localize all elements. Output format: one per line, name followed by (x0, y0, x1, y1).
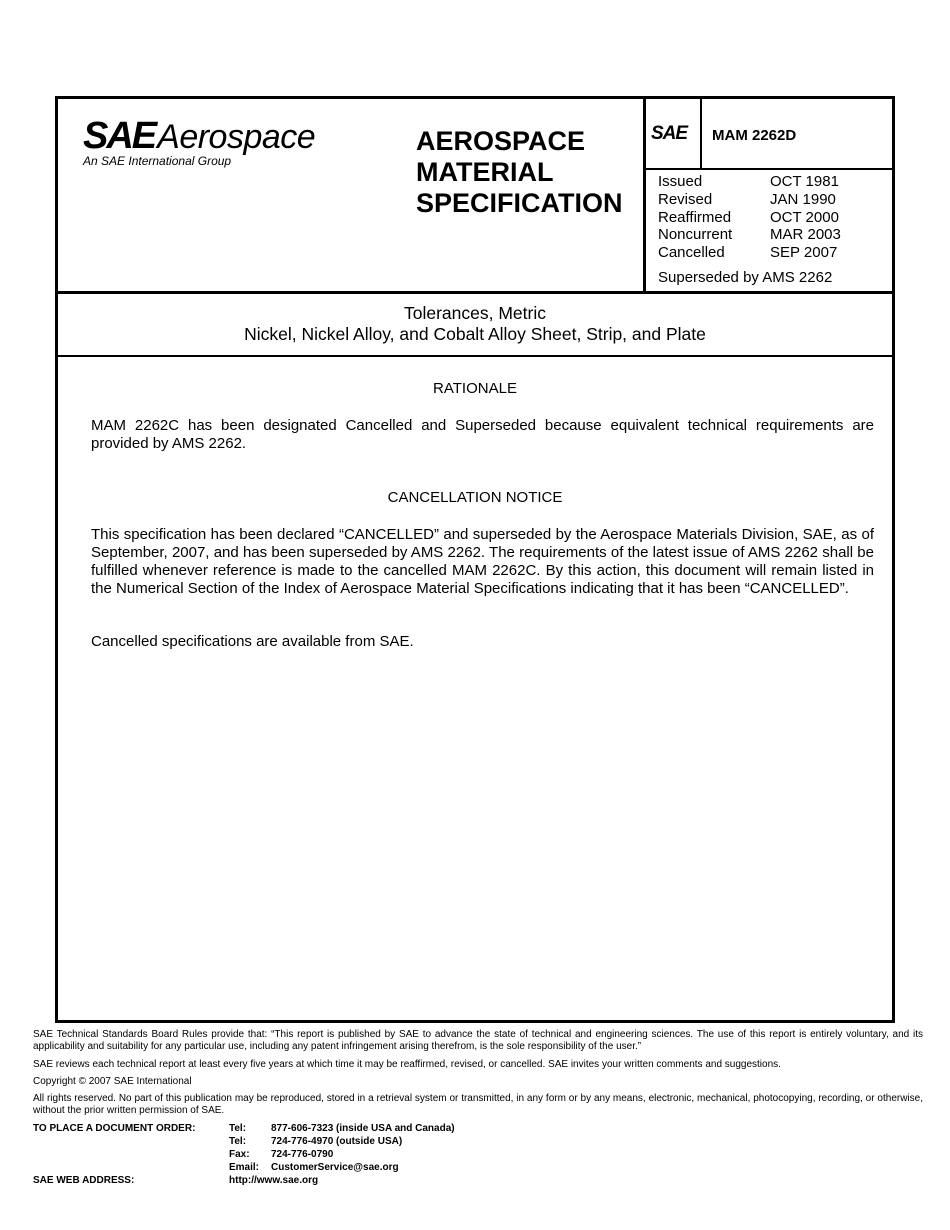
title-divider (58, 355, 892, 357)
date-row-noncurrent (658, 226, 841, 244)
superseded-note: Superseded by AMS 2262 (658, 269, 833, 286)
date-label: Cancelled (658, 244, 725, 262)
web-label: SAE WEB ADDRESS: (33, 1175, 135, 1186)
date-value: OCT 1981 (770, 173, 839, 190)
date-label: Noncurrent (658, 226, 733, 244)
date-row-issued (658, 173, 841, 191)
fax-value: 724-776-0790 (271, 1149, 334, 1160)
cancellation-heading: CANCELLATION NOTICE (387, 489, 563, 506)
document-title (58, 303, 892, 345)
document-number: MAM 2262D (712, 127, 797, 144)
document-frame (55, 96, 895, 1023)
email-link[interactable]: CustomerService@sae.org (271, 1162, 399, 1173)
date-value: OCT 2000 (770, 208, 839, 226)
date-label: Revised (658, 190, 713, 208)
number-divider-horizontal (643, 168, 892, 170)
logo-sae-text: SAE (83, 115, 156, 157)
date-history (658, 173, 841, 262)
date-row-cancelled (658, 244, 841, 262)
logo-aerospace-text: Aerospace (157, 118, 316, 156)
order-info (33, 1122, 455, 1187)
number-divider-vertical (700, 99, 702, 170)
tel1-label: Tel: (229, 1123, 247, 1134)
tel2-label: Tel: (229, 1136, 247, 1147)
tel2-value[interactable]: 724-776-4970 (outside USA) (271, 1136, 403, 1147)
date-value: MAR 2003 (770, 226, 841, 244)
date-value: JAN 1990 (770, 190, 836, 208)
footer-rules: SAE Technical Standards Board Rules provide that: “This report is published by SAE to advance the state of technical and engineering sciences. The use of this report is entirely voluntary, and its applicability and suitability for any particular use, including any patent infringement arising therefrom, is the sole responsibility of the user.” (33, 1029, 923, 1052)
fax-label: Fax: (229, 1149, 250, 1160)
logo-tagline: An SAE International Group (83, 154, 232, 168)
footer-rights: All rights reserved. No part of this publication may be reproduced, stored in a retrieval system or transmitted, in any form or by any means, electronic, mechanical, photocopying, recording, or otherwise, without the prior written permission of SAE. (33, 1093, 923, 1116)
availability-paragraph: Cancelled specifications are available from SAE. (91, 633, 414, 650)
date-label: Reaffirmed (658, 208, 732, 226)
footer-review: SAE reviews each technical report at least every five years at which time it may be reaffirmed, revised, or cancelled. SAE invites your written comments and suggestions. (33, 1059, 781, 1070)
rationale-heading: RATIONALE (433, 380, 517, 397)
title-line-2: Nickel, Nickel Alloy, and Cobalt Alloy Sheet, Strip, and Plate (244, 324, 706, 344)
date-value: SEP 2007 (770, 244, 838, 262)
footer-copyright: Copyright © 2007 SAE International (33, 1076, 192, 1087)
date-row-revised (658, 191, 841, 209)
small-sae-logo: SAE (651, 123, 688, 144)
document-type-heading: AEROSPACE MATERIAL SPECIFICATION (416, 126, 623, 218)
email-label: Email: (229, 1162, 260, 1173)
header-divider-vertical (643, 99, 646, 294)
title-line-1: Tolerances, Metric (404, 303, 546, 323)
date-row-reaffirmed (658, 209, 841, 227)
tel1-value[interactable]: 877-606-7323 (inside USA and Canada) (271, 1123, 455, 1134)
cancellation-paragraph: This specification has been declared “CANCELLED” and superseded by the Aerospace Materials Division, SAE, as of September, 2007, and has been superseded by AMS 2262. The requirements of the latest issue of AMS 2262 shall be fulfilled whenever reference is made to the cancelled MAM 2262C. By this action, this document will remain listed in the Numerical Section of the Index of Aerospace Material Specifications indicating that it has been “CANCELLED”. (91, 526, 874, 597)
rationale-paragraph: MAM 2262C has been designated Cancelled and Superseded because equivalent technical requirements are provided by AMS 2262. (91, 417, 874, 452)
sae-aerospace-logo (83, 117, 315, 168)
date-label: Issued (658, 173, 703, 190)
order-label: TO PLACE A DOCUMENT ORDER: (33, 1123, 196, 1134)
header-divider-horizontal (58, 291, 892, 294)
web-link[interactable]: http://www.sae.org (229, 1175, 319, 1186)
